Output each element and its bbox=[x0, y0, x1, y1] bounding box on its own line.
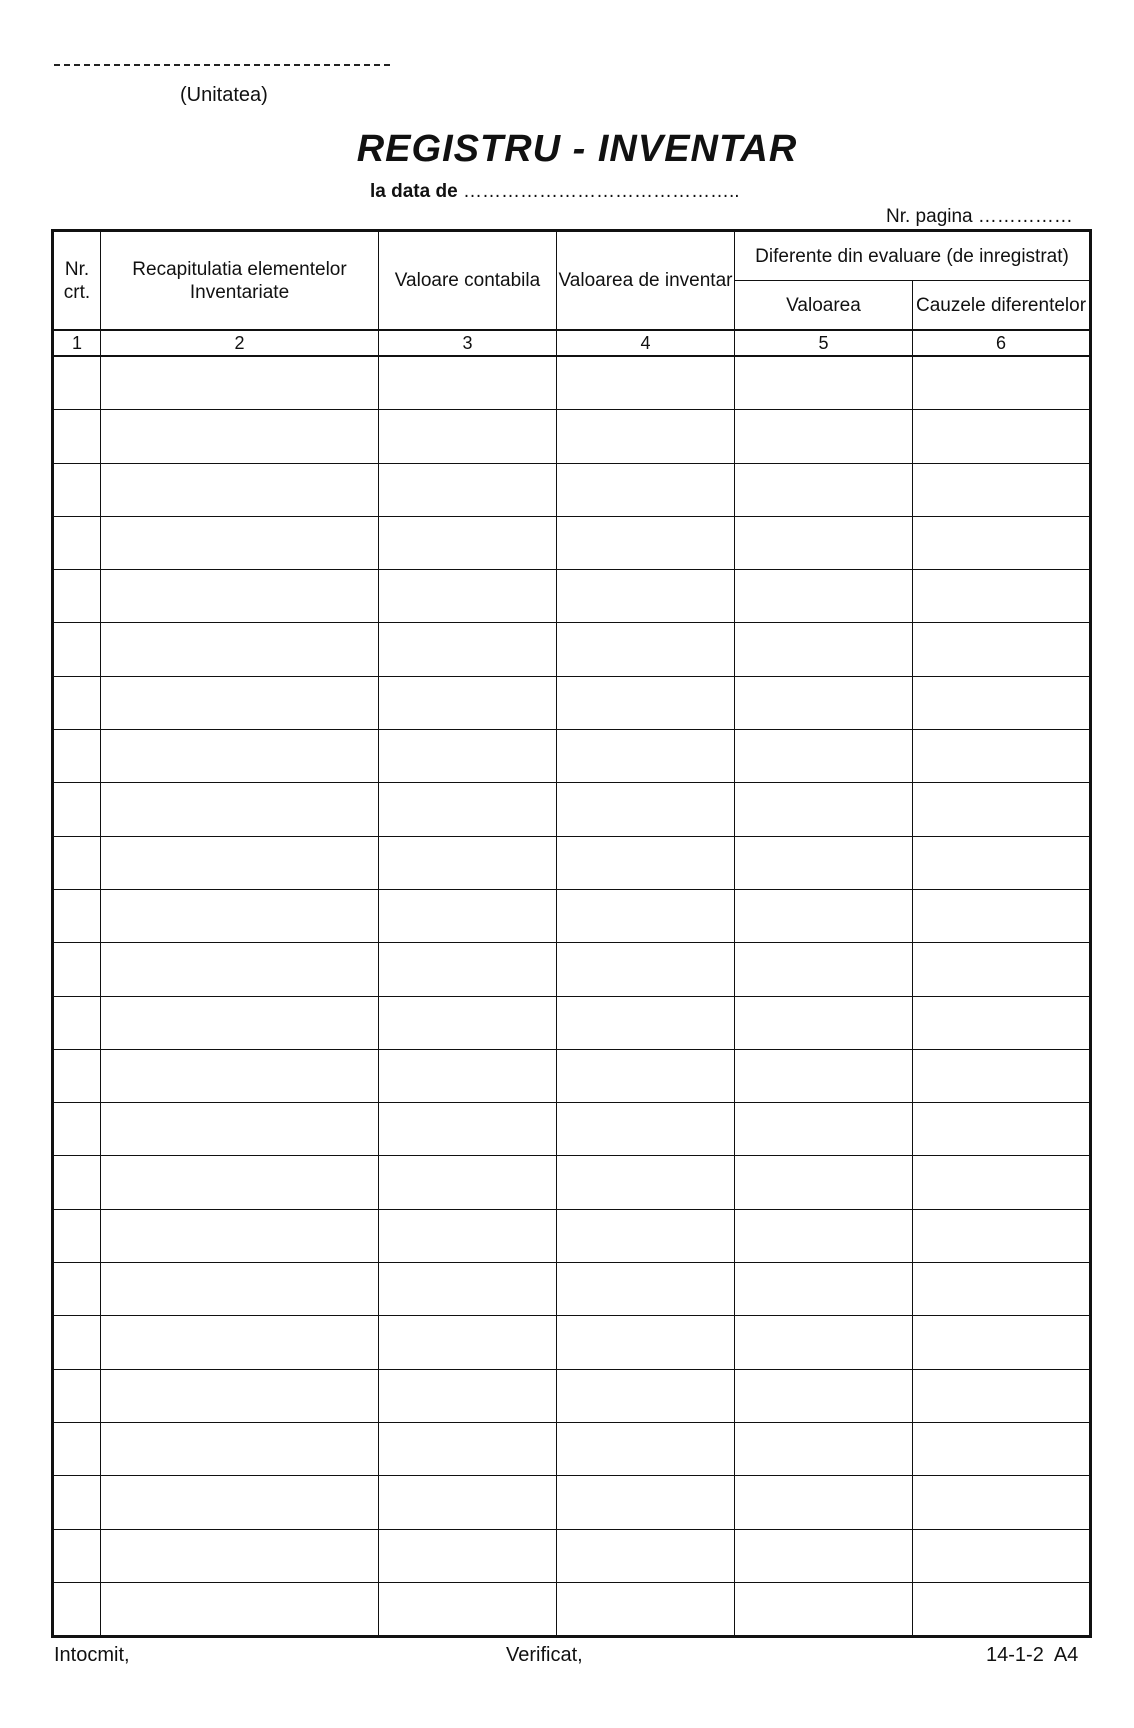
table-cell[interactable] bbox=[913, 1529, 1091, 1582]
table-cell[interactable] bbox=[913, 1156, 1091, 1209]
table-cell[interactable] bbox=[557, 996, 735, 1049]
header-valoare-contabila: Valoare contabila bbox=[379, 231, 557, 331]
table-row bbox=[53, 889, 1091, 942]
table-cell[interactable] bbox=[379, 730, 557, 783]
table-cell[interactable] bbox=[735, 1582, 913, 1636]
table-cell[interactable] bbox=[557, 1316, 735, 1369]
table-cell[interactable] bbox=[557, 1582, 735, 1636]
table-cell[interactable] bbox=[735, 996, 913, 1049]
table-cell[interactable] bbox=[557, 676, 735, 729]
table-cell[interactable] bbox=[53, 1529, 101, 1582]
table-cell[interactable] bbox=[735, 783, 913, 836]
date-line bbox=[370, 181, 740, 203]
table-cell[interactable] bbox=[379, 1369, 557, 1422]
inventory-register-table bbox=[51, 229, 1092, 1638]
table-cell[interactable] bbox=[913, 570, 1091, 623]
table-cell[interactable] bbox=[53, 516, 101, 569]
table-cell[interactable] bbox=[379, 1422, 557, 1475]
table-cell[interactable] bbox=[913, 1103, 1091, 1156]
header-valoare-inventar: Valoarea de inventar bbox=[557, 231, 735, 331]
table-cell[interactable] bbox=[557, 1049, 735, 1102]
table-cell[interactable] bbox=[913, 730, 1091, 783]
table-cell[interactable] bbox=[913, 1263, 1091, 1316]
table-cell[interactable] bbox=[557, 943, 735, 996]
table-row bbox=[53, 730, 1091, 783]
table-cell[interactable] bbox=[101, 1103, 379, 1156]
table-cell[interactable] bbox=[913, 996, 1091, 1049]
table-cell[interactable] bbox=[101, 783, 379, 836]
header-nr-crt: Nr. crt. bbox=[53, 231, 101, 331]
column-number: 4 bbox=[557, 330, 735, 356]
table-cell[interactable] bbox=[53, 1582, 101, 1636]
table-cell[interactable] bbox=[379, 1209, 557, 1262]
table-cell[interactable] bbox=[101, 356, 379, 410]
table-cell[interactable] bbox=[913, 623, 1091, 676]
table-cell[interactable] bbox=[557, 1103, 735, 1156]
table-cell[interactable] bbox=[101, 623, 379, 676]
date-label: la data de bbox=[370, 181, 458, 202]
table-cell[interactable] bbox=[379, 1529, 557, 1582]
table-cell[interactable] bbox=[557, 1369, 735, 1422]
table-cell[interactable] bbox=[557, 889, 735, 942]
table-row bbox=[53, 1422, 1091, 1475]
table-cell[interactable] bbox=[379, 1476, 557, 1529]
table-cell[interactable] bbox=[557, 410, 735, 463]
table-cell[interactable] bbox=[913, 1209, 1091, 1262]
table-row bbox=[53, 1103, 1091, 1156]
table-row bbox=[53, 463, 1091, 516]
header-recapitulatia: Recapitulatia elementelor Inventariate bbox=[101, 231, 379, 331]
table-cell[interactable] bbox=[913, 1422, 1091, 1475]
table-cell[interactable] bbox=[53, 1263, 101, 1316]
table-cell[interactable] bbox=[53, 1156, 101, 1209]
table-cell[interactable] bbox=[101, 1582, 379, 1636]
page-title: REGISTRU - INVENTAR bbox=[356, 128, 798, 170]
table-cell[interactable] bbox=[379, 783, 557, 836]
table-cell[interactable] bbox=[379, 889, 557, 942]
table-cell[interactable] bbox=[735, 410, 913, 463]
table-cell[interactable] bbox=[557, 1476, 735, 1529]
table-cell[interactable] bbox=[101, 516, 379, 569]
table-cell[interactable] bbox=[913, 1316, 1091, 1369]
intocmit-label: Intocmit, bbox=[54, 1644, 130, 1666]
table-cell[interactable] bbox=[735, 1263, 913, 1316]
unit-name-line bbox=[54, 64, 390, 66]
table-cell[interactable] bbox=[913, 836, 1091, 889]
table-cell[interactable] bbox=[101, 570, 379, 623]
table-cell[interactable] bbox=[557, 1529, 735, 1582]
table-row bbox=[53, 1263, 1091, 1316]
table-cell[interactable] bbox=[379, 1103, 557, 1156]
column-number: 1 bbox=[53, 330, 101, 356]
table-cell[interactable] bbox=[53, 463, 101, 516]
table-cell[interactable] bbox=[379, 356, 557, 410]
table-cell[interactable] bbox=[101, 410, 379, 463]
table-cell[interactable] bbox=[735, 356, 913, 410]
table-row bbox=[53, 676, 1091, 729]
column-number: 2 bbox=[101, 330, 379, 356]
table-cell[interactable] bbox=[735, 836, 913, 889]
table-cell[interactable] bbox=[557, 463, 735, 516]
table-cell[interactable] bbox=[913, 783, 1091, 836]
table-row bbox=[53, 623, 1091, 676]
form-code: 14-1-2 A4 bbox=[986, 1644, 1079, 1666]
table-cell[interactable] bbox=[735, 1422, 913, 1475]
column-number: 5 bbox=[735, 330, 913, 356]
table-row bbox=[53, 1049, 1091, 1102]
table-cell[interactable] bbox=[913, 463, 1091, 516]
table-cell[interactable] bbox=[913, 1369, 1091, 1422]
unit-label: (Unitatea) bbox=[180, 84, 268, 106]
table-cell[interactable] bbox=[101, 1422, 379, 1475]
table-cell[interactable] bbox=[735, 676, 913, 729]
table-cell[interactable] bbox=[53, 836, 101, 889]
table-cell[interactable] bbox=[53, 1316, 101, 1369]
table-row bbox=[53, 1582, 1091, 1636]
table-cell[interactable] bbox=[557, 783, 735, 836]
table-row bbox=[53, 1209, 1091, 1262]
table-cell[interactable] bbox=[101, 889, 379, 942]
table-cell[interactable] bbox=[379, 1582, 557, 1636]
table-cell[interactable] bbox=[101, 836, 379, 889]
table-cell[interactable] bbox=[53, 1422, 101, 1475]
table-row bbox=[53, 836, 1091, 889]
table-cell[interactable] bbox=[379, 463, 557, 516]
table-cell[interactable] bbox=[53, 676, 101, 729]
table-cell[interactable] bbox=[557, 570, 735, 623]
table-row bbox=[53, 996, 1091, 1049]
table-cell[interactable] bbox=[101, 996, 379, 1049]
table-cell[interactable] bbox=[735, 1476, 913, 1529]
table-row bbox=[53, 570, 1091, 623]
table-cell[interactable] bbox=[101, 676, 379, 729]
table-cell[interactable] bbox=[379, 1049, 557, 1102]
table-cell[interactable] bbox=[53, 1049, 101, 1102]
table-cell[interactable] bbox=[913, 1582, 1091, 1636]
table-cell[interactable] bbox=[379, 516, 557, 569]
table-cell[interactable] bbox=[53, 996, 101, 1049]
table-cell[interactable] bbox=[735, 1209, 913, 1262]
table-cell[interactable] bbox=[379, 570, 557, 623]
table-row bbox=[53, 1316, 1091, 1369]
table-cell[interactable] bbox=[53, 1209, 101, 1262]
table-body bbox=[53, 356, 1091, 1637]
table-cell[interactable] bbox=[53, 1369, 101, 1422]
table-row bbox=[53, 943, 1091, 996]
table-cell[interactable] bbox=[557, 1209, 735, 1262]
table-cell[interactable] bbox=[101, 943, 379, 996]
table-cell[interactable] bbox=[913, 676, 1091, 729]
table-cell[interactable] bbox=[379, 1156, 557, 1209]
header-valoarea: Valoarea bbox=[735, 281, 913, 331]
page-number-field: …………… bbox=[977, 206, 1073, 227]
table-cell[interactable] bbox=[379, 836, 557, 889]
table-cell[interactable] bbox=[379, 1316, 557, 1369]
table-cell[interactable] bbox=[735, 889, 913, 942]
table-cell[interactable] bbox=[735, 1529, 913, 1582]
table-row bbox=[53, 516, 1091, 569]
table-cell[interactable] bbox=[101, 1316, 379, 1369]
table-cell[interactable] bbox=[53, 783, 101, 836]
table-cell[interactable] bbox=[101, 1209, 379, 1262]
table-row bbox=[53, 1156, 1091, 1209]
table-cell[interactable] bbox=[735, 1049, 913, 1102]
table-cell[interactable] bbox=[557, 730, 735, 783]
table-row bbox=[53, 1529, 1091, 1582]
table-cell[interactable] bbox=[53, 623, 101, 676]
table-cell[interactable] bbox=[913, 1476, 1091, 1529]
table-row bbox=[53, 356, 1091, 410]
table-cell[interactable] bbox=[101, 1476, 379, 1529]
table-cell[interactable] bbox=[53, 410, 101, 463]
table-cell[interactable] bbox=[53, 730, 101, 783]
table-cell[interactable] bbox=[557, 623, 735, 676]
header-diferente: Diferente din evaluare (de inregistrat) bbox=[735, 231, 1091, 281]
column-number: 3 bbox=[379, 330, 557, 356]
table-cell[interactable] bbox=[735, 1103, 913, 1156]
table-cell[interactable] bbox=[53, 1476, 101, 1529]
table-cell[interactable] bbox=[53, 570, 101, 623]
table-cell[interactable] bbox=[101, 1156, 379, 1209]
table-cell[interactable] bbox=[735, 1316, 913, 1369]
verificat-label: Verificat, bbox=[506, 1644, 583, 1666]
table-cell[interactable] bbox=[101, 730, 379, 783]
table-cell[interactable] bbox=[53, 1103, 101, 1156]
table-cell[interactable] bbox=[913, 889, 1091, 942]
page-number-line bbox=[886, 206, 1073, 228]
table-cell[interactable] bbox=[101, 1263, 379, 1316]
table-cell[interactable] bbox=[557, 1156, 735, 1209]
table-cell[interactable] bbox=[101, 1529, 379, 1582]
table-cell[interactable] bbox=[735, 516, 913, 569]
table-cell[interactable] bbox=[379, 1263, 557, 1316]
table-row bbox=[53, 783, 1091, 836]
table-cell[interactable] bbox=[913, 1049, 1091, 1102]
table-cell[interactable] bbox=[735, 1369, 913, 1422]
table-cell[interactable] bbox=[379, 623, 557, 676]
table-cell[interactable] bbox=[557, 1263, 735, 1316]
table-cell[interactable] bbox=[735, 623, 913, 676]
page-number-label: Nr. pagina bbox=[886, 206, 973, 227]
table-cell[interactable] bbox=[557, 1422, 735, 1475]
table-cell[interactable] bbox=[735, 463, 913, 516]
table-cell[interactable] bbox=[735, 1156, 913, 1209]
table-cell[interactable] bbox=[913, 943, 1091, 996]
table-cell[interactable] bbox=[913, 516, 1091, 569]
table-cell[interactable] bbox=[53, 943, 101, 996]
table-cell[interactable] bbox=[101, 1049, 379, 1102]
table-cell[interactable] bbox=[557, 836, 735, 889]
date-field: …………………………………….. bbox=[462, 181, 740, 202]
table-cell[interactable] bbox=[53, 889, 101, 942]
header-cauzele: Cauzele diferentelor bbox=[913, 281, 1091, 331]
table-cell[interactable] bbox=[735, 943, 913, 996]
table-cell[interactable] bbox=[379, 943, 557, 996]
table-cell[interactable] bbox=[101, 1369, 379, 1422]
table-cell[interactable] bbox=[557, 516, 735, 569]
table-cell[interactable] bbox=[53, 356, 101, 410]
table-row bbox=[53, 1369, 1091, 1422]
table-cell[interactable] bbox=[735, 730, 913, 783]
table-cell[interactable] bbox=[913, 410, 1091, 463]
table-cell[interactable] bbox=[735, 570, 913, 623]
table-row bbox=[53, 410, 1091, 463]
table-cell[interactable] bbox=[913, 356, 1091, 410]
table-cell[interactable] bbox=[557, 356, 735, 410]
table-cell[interactable] bbox=[379, 410, 557, 463]
table-cell[interactable] bbox=[101, 463, 379, 516]
table-row bbox=[53, 1476, 1091, 1529]
table-cell[interactable] bbox=[379, 676, 557, 729]
column-number: 6 bbox=[913, 330, 1091, 356]
table-cell[interactable] bbox=[379, 996, 557, 1049]
